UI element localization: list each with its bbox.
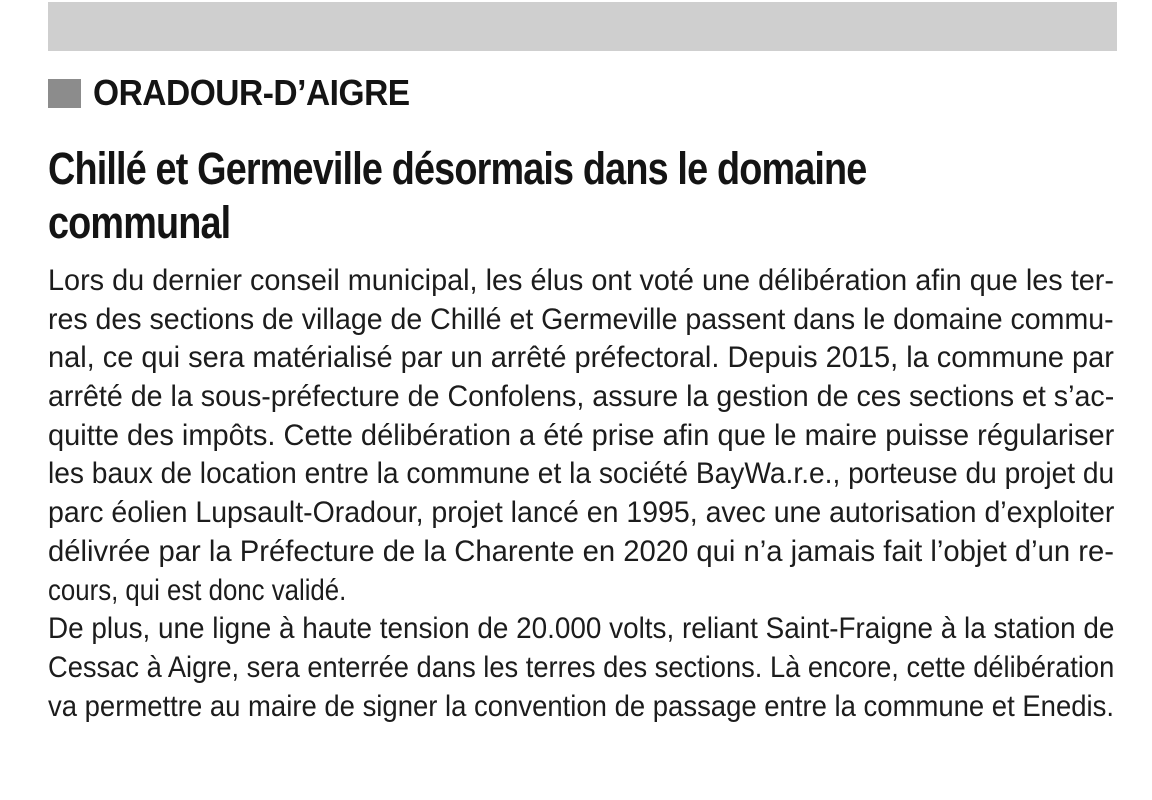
body-line: De plus, une ligne à haute tension de 20.000 volts, reliant Saint-Fraigne à la station de — [48, 612, 1115, 646]
body-line: délivrée par la Préfecture de la Charente en 2020 qui n’a jamais fait l’objet d’un re- — [48, 534, 1114, 568]
body-line: quitte des impôts. Cette délibération a été prise afin que le maire puisse régulariser — [48, 418, 1115, 452]
section-marker — [48, 79, 81, 108]
header-band — [48, 2, 1117, 51]
section-heading — [48, 72, 434, 114]
body-line: parc éolien Lupsault-Oradour, projet lancé en 1995, avec une autorisation d’exploiter — [48, 496, 1115, 530]
article-body — [48, 262, 1118, 726]
body-line: les baux de location entre la commune et la société BayWa.r.e., porteuse du projet du — [48, 457, 1115, 491]
headline-line: communal — [48, 197, 231, 248]
body-line: va permettre au maire de signer la convention de passage entre la commune et Enedis. — [48, 689, 1114, 723]
headline-line: Chillé et Germeville désormais dans le domaine — [48, 143, 867, 194]
section-title: ORADOUR-D’AIGRE — [93, 72, 410, 113]
body-line: Cessac à Aigre, sera enterrée dans les terres des sections. Là encore, cette délibération — [48, 650, 1115, 684]
body-line: cours, qui est donc validé. — [48, 573, 347, 607]
article-headline — [48, 142, 1118, 250]
body-line: res des sections de village de Chillé et Germeville passent dans le domaine commu- — [48, 302, 1114, 336]
body-line: Lors du dernier conseil municipal, les élus ont voté une délibération afin que les ter- — [48, 264, 1114, 297]
body-line: arrêté de la sous-préfecture de Confolens, assure la gestion de ces sections et s’ac- — [48, 380, 1115, 414]
body-line: nal, ce qui sera matérialisé par un arrêté préfectoral. Depuis 2015, la commune par — [48, 341, 1114, 375]
